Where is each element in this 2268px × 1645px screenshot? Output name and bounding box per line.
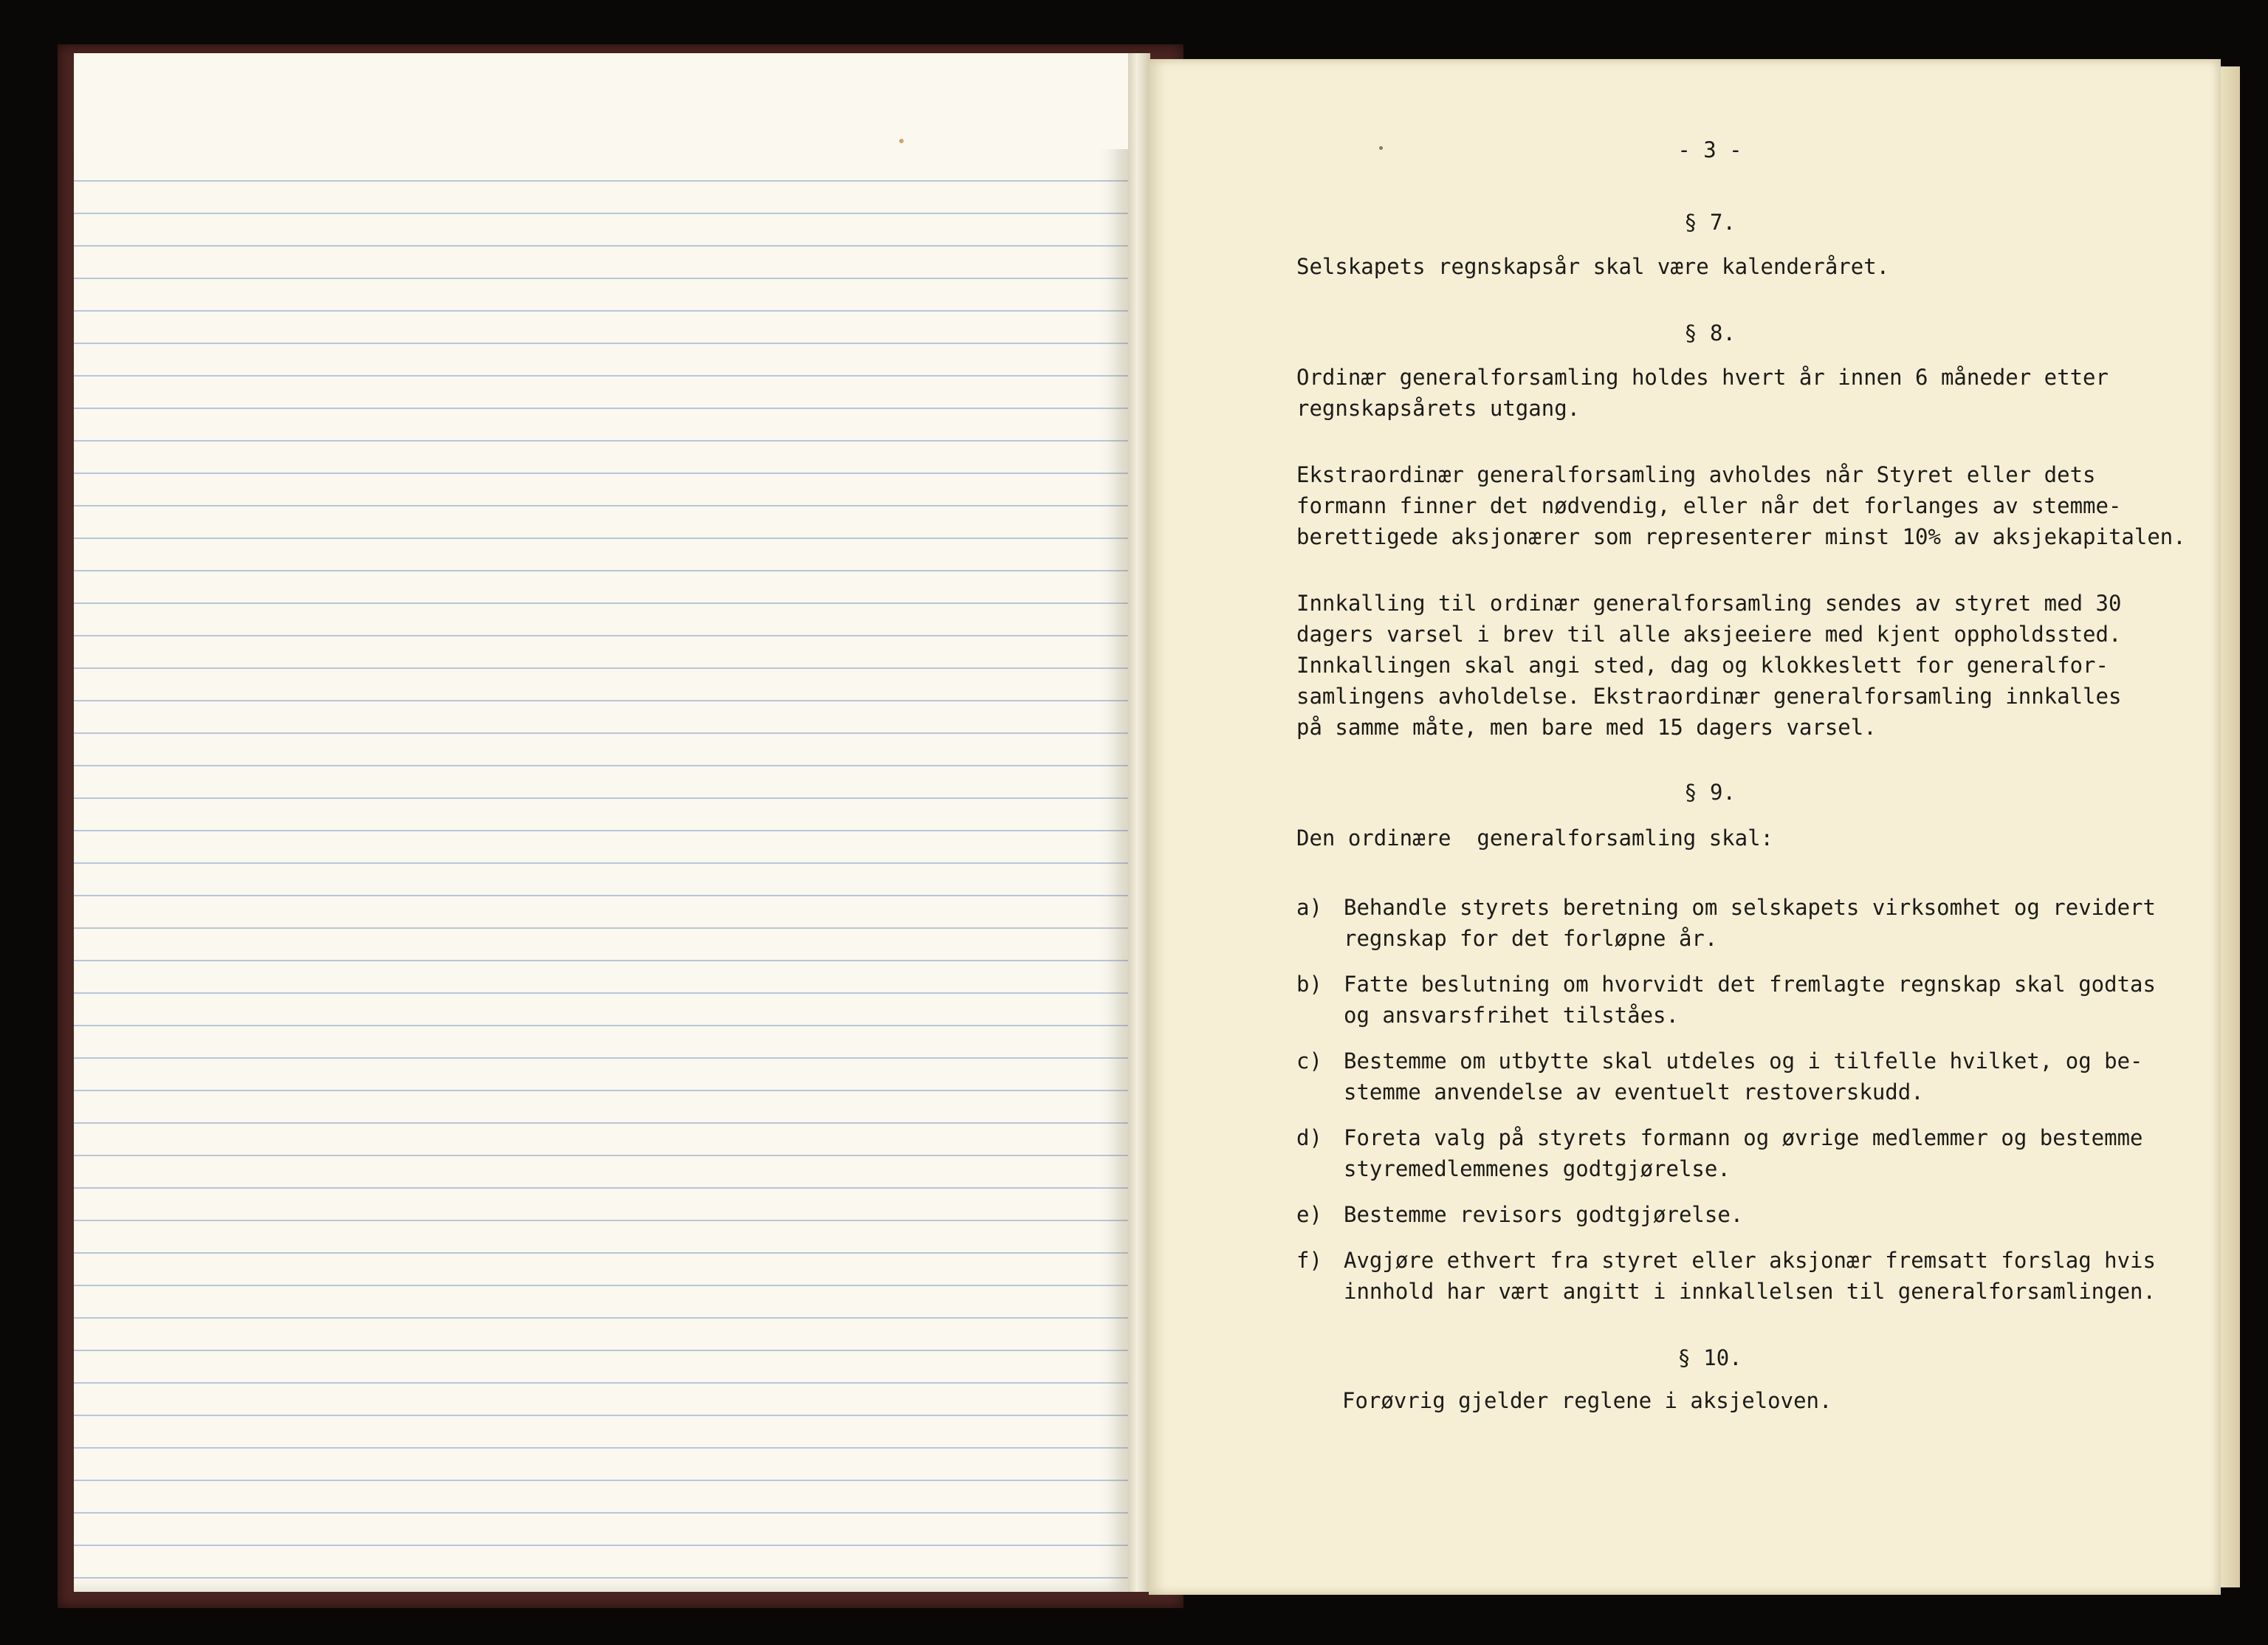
paragraph-line: Ekstraordinær generalforsamling avholdes når Styret eller dets: [1296, 462, 2096, 487]
section-9-heading: § 9.: [1684, 780, 1736, 805]
left-lined-page: [74, 53, 1130, 1592]
list-item-letter: a): [1296, 895, 1322, 920]
list-item-line: Avgjøre ethvert fra styret eller aksjonær fremsatt forslag hvis: [1344, 1248, 2156, 1273]
paragraph-line: formann finner det nødvendig, eller når det forlanges av stemme-: [1296, 493, 2122, 518]
section-9-intro: Den ordinære generalforsamling skal:: [1296, 825, 1774, 851]
book-spine: [1128, 53, 1150, 1592]
list-item-letter: b): [1296, 972, 1322, 997]
left-page-top-margin: [74, 53, 1130, 149]
paragraph-line: dagers varsel i brev til alle aksjeeiere med kjent oppholdssted.: [1296, 622, 2122, 647]
list-item-line: innhold har vært angitt i innkallelsen til generalforsamlingen.: [1344, 1279, 2156, 1304]
paragraph-line: Selskapets regnskapsår skal være kalenderåret.: [1296, 254, 1890, 279]
page-number: - 3 -: [1677, 137, 1742, 162]
paragraph-line: på samme måte, men bare med 15 dagers varsel.: [1296, 715, 1877, 740]
page-edge: [2221, 66, 2240, 1587]
list-item-letter: e): [1296, 1202, 1322, 1227]
list-item-line: Fatte beslutning om hvorvidt det fremlagte regnskap skal godtas: [1344, 972, 2156, 997]
paragraph-line: berettigede aksjonærer som representerer minst 10% av aksjekapitalen.: [1296, 524, 2186, 549]
list-item-line: og ansvarsfrihet tilståes.: [1344, 1003, 1679, 1028]
paragraph-line: Ordinær generalforsamling holdes hvert år innen 6 måneder etter: [1296, 365, 2109, 390]
list-item-line: styremedlemmenes godtgjørelse.: [1344, 1156, 1731, 1181]
paragraph-line: samlingens avholdelse. Ekstraordinær generalforsamling innkalles: [1296, 684, 2122, 709]
list-item-line: Foreta valg på styrets formann og øvrige medlemmer og bestemme: [1344, 1125, 2143, 1150]
paper-speck: [899, 139, 904, 143]
section-7-heading: § 7.: [1684, 210, 1736, 235]
paragraph-line: regnskapsårets utgang.: [1296, 396, 1581, 421]
section-8-heading: § 8.: [1684, 320, 1736, 346]
list-item-line: Bestemme revisors godtgjørelse.: [1344, 1202, 1744, 1227]
list-item-line: stemme anvendelse av eventuelt restoverskudd.: [1344, 1079, 1924, 1105]
list-item-line: Bestemme om utbytte skal utdeles og i tilfelle hvilket, og be-: [1344, 1048, 2143, 1074]
section-10-heading: § 10.: [1677, 1345, 1742, 1370]
paragraph-line: Innkalling til ordinær generalforsamling sendes av styret med 30: [1296, 591, 2122, 616]
list-item-line: Behandle styrets beretning om selskapets virksomhet og revidert: [1344, 895, 2156, 920]
paragraph-line: Innkallingen skal angi sted, dag og klokkeslett for generalfor-: [1296, 653, 2109, 678]
list-item-letter: d): [1296, 1125, 1322, 1150]
list-item-letter: f): [1296, 1248, 1322, 1273]
list-item-letter: c): [1296, 1048, 1322, 1074]
document-text: [1296, 0, 2212, 1613]
closing-line: Forøvrig gjelder reglene i aksjeloven.: [1342, 1388, 1832, 1413]
list-item-line: regnskap for det forløpne år.: [1344, 926, 1718, 951]
